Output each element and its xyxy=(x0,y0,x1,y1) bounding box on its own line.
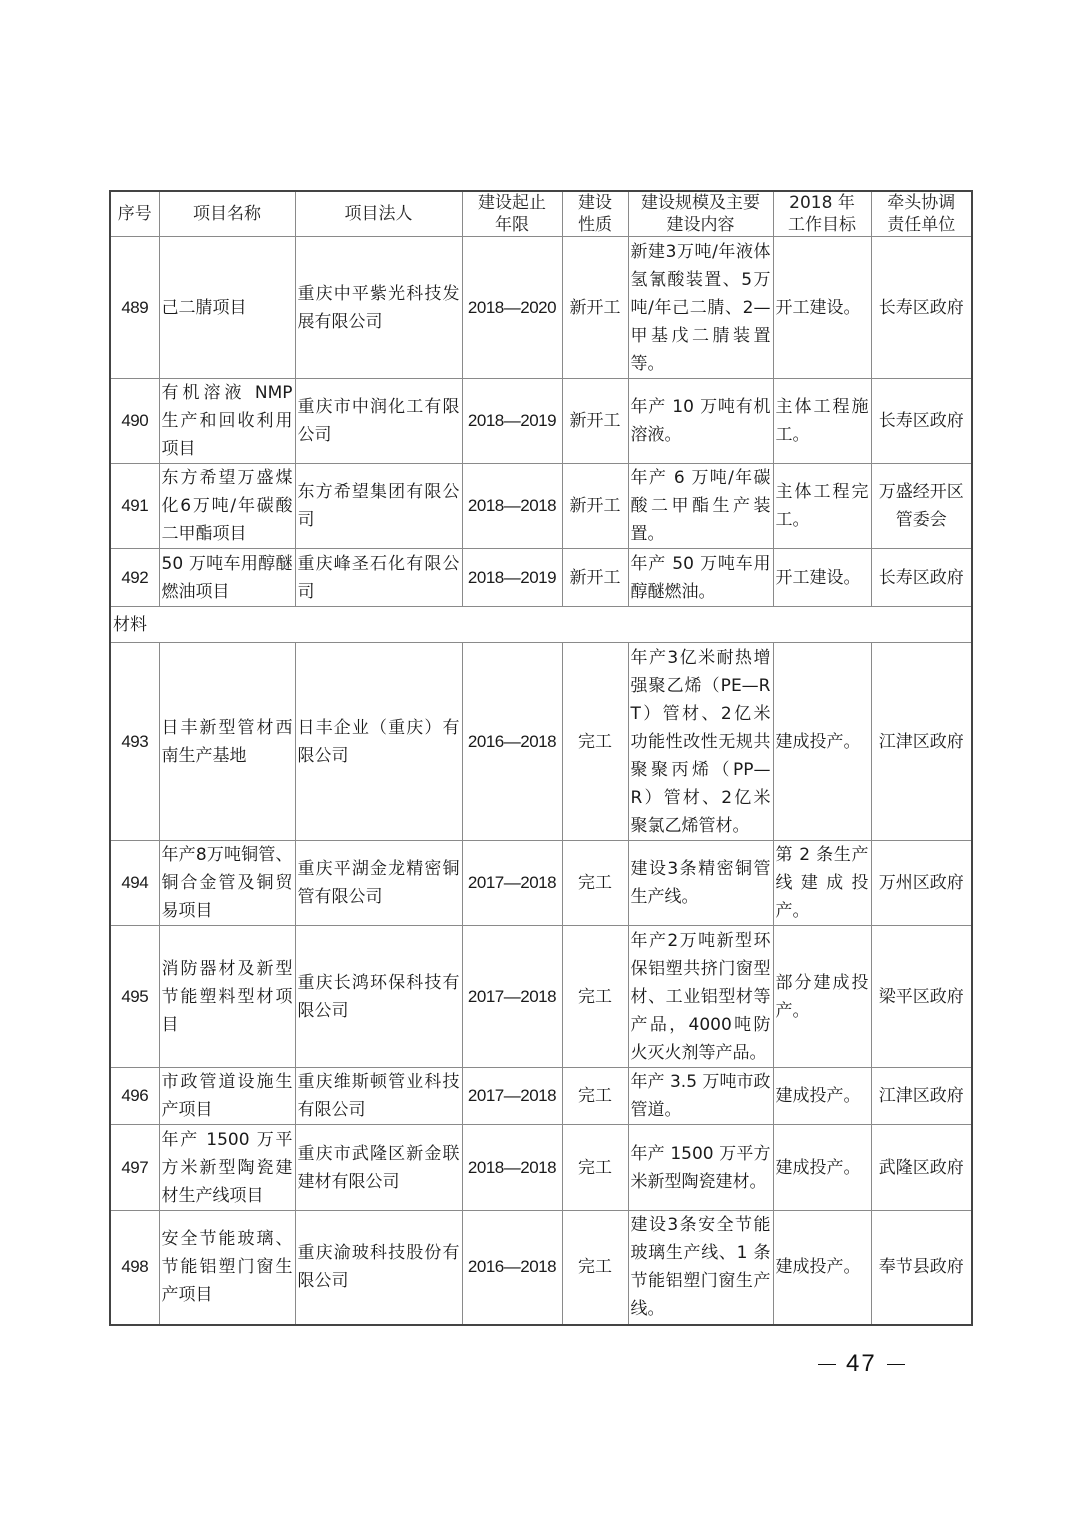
table-row xyxy=(110,1211,972,1325)
cell-name: 己二腈项目 xyxy=(159,237,295,379)
cell-name: 消防器材及新型节能塑料型材项目 xyxy=(159,926,295,1068)
cell-no: 495 xyxy=(110,926,159,1068)
cell-owner: 重庆峰圣石化有限公司 xyxy=(295,549,462,607)
table-header-row xyxy=(110,191,972,237)
cell-owner: 重庆平湖金龙精密铜管有限公司 xyxy=(295,841,462,926)
cell-owner: 日丰企业（重庆）有限公司 xyxy=(295,643,462,841)
cell-owner: 重庆维斯顿管业科技有限公司 xyxy=(295,1068,462,1125)
cell-scale: 年产 1500 万平方米新型陶瓷建材。 xyxy=(628,1125,773,1211)
cell-unit: 长寿区政府 xyxy=(871,237,972,379)
cell-unit: 万盛经开区管委会 xyxy=(871,464,972,549)
cell-name: 东方希望万盛煤化6万吨/年碳酸二甲酯项目 xyxy=(159,464,295,549)
table-row xyxy=(110,549,972,607)
section-row xyxy=(110,607,972,643)
cell-no: 493 xyxy=(110,643,159,841)
cell-no: 490 xyxy=(110,379,159,464)
cell-unit: 万州区政府 xyxy=(871,841,972,926)
header-unit: 牵头协调 责任单位 xyxy=(871,191,972,237)
dash-left xyxy=(818,1364,836,1366)
header-no: 序号 xyxy=(110,191,159,237)
cell-period: 2016—2018 xyxy=(462,643,562,841)
cell-owner: 东方希望集团有限公司 xyxy=(295,464,462,549)
cell-no: 492 xyxy=(110,549,159,607)
table-row xyxy=(110,464,972,549)
cell-goal: 建成投产。 xyxy=(773,1068,871,1125)
cell-scale: 年产3亿米耐热增强聚乙烯（PE—RT）管材、2亿米功能性改性无规共聚聚丙烯（PP—R）管材、2亿米聚氯乙烯管材。 xyxy=(628,643,773,841)
cell-type: 新开工 xyxy=(562,237,628,379)
cell-period: 2018—2020 xyxy=(462,237,562,379)
page-number-text: 47 xyxy=(846,1350,877,1377)
cell-name: 日丰新型管材西南生产基地 xyxy=(159,643,295,841)
cell-scale: 年产 10 万吨有机溶液。 xyxy=(628,379,773,464)
cell-period: 2017—2018 xyxy=(462,1068,562,1125)
header-name: 项目名称 xyxy=(159,191,295,237)
cell-type: 完工 xyxy=(562,1125,628,1211)
cell-type: 完工 xyxy=(562,841,628,926)
header-period: 建设起止 年限 xyxy=(462,191,562,237)
cell-unit: 长寿区政府 xyxy=(871,549,972,607)
cell-type: 完工 xyxy=(562,1068,628,1125)
cell-type: 新开工 xyxy=(562,379,628,464)
cell-owner: 重庆市中润化工有限公司 xyxy=(295,379,462,464)
table-row xyxy=(110,1068,972,1125)
cell-owner: 重庆长鸿环保科技有限公司 xyxy=(295,926,462,1068)
cell-no: 498 xyxy=(110,1211,159,1325)
cell-type: 新开工 xyxy=(562,549,628,607)
cell-type: 完工 xyxy=(562,926,628,1068)
header-scale: 建设规模及主要 建设内容 xyxy=(628,191,773,237)
header-owner: 项目法人 xyxy=(295,191,462,237)
cell-no: 497 xyxy=(110,1125,159,1211)
cell-no: 489 xyxy=(110,237,159,379)
cell-scale: 建设3条安全节能玻璃生产线、1 条节能铝塑门窗生产线。 xyxy=(628,1211,773,1325)
cell-owner: 重庆市武隆区新金联建材有限公司 xyxy=(295,1125,462,1211)
cell-name: 年产8万吨铜管、铜合金管及铜贸易项目 xyxy=(159,841,295,926)
cell-period: 2016—2018 xyxy=(462,1211,562,1325)
dash-right xyxy=(887,1364,905,1366)
cell-goal: 建成投产。 xyxy=(773,1211,871,1325)
cell-goal: 部分建成投产。 xyxy=(773,926,871,1068)
cell-period: 2018—2019 xyxy=(462,549,562,607)
cell-no: 494 xyxy=(110,841,159,926)
cell-unit: 梁平区政府 xyxy=(871,926,972,1068)
cell-unit: 江津区政府 xyxy=(871,1068,972,1125)
cell-goal: 主体工程施工。 xyxy=(773,379,871,464)
cell-unit: 长寿区政府 xyxy=(871,379,972,464)
cell-owner: 重庆渝玻科技股份有限公司 xyxy=(295,1211,462,1325)
table-row xyxy=(110,379,972,464)
table-row xyxy=(110,643,972,841)
cell-period: 2017—2018 xyxy=(462,926,562,1068)
project-table xyxy=(109,190,973,1326)
cell-type: 新开工 xyxy=(562,464,628,549)
table-row xyxy=(110,1125,972,1211)
cell-scale: 年产 3.5 万吨市政管道。 xyxy=(628,1068,773,1125)
cell-unit: 武隆区政府 xyxy=(871,1125,972,1211)
cell-scale: 新建3万吨/年液体氢氰酸装置、5万吨/年己二腈、2—甲基戊二腈装置等。 xyxy=(628,237,773,379)
cell-scale: 年产 6 万吨/年碳酸二甲酯生产装置。 xyxy=(628,464,773,549)
cell-goal: 主体工程完工。 xyxy=(773,464,871,549)
cell-name: 有机溶液 NMP 生产和回收利用项目 xyxy=(159,379,295,464)
cell-no: 496 xyxy=(110,1068,159,1125)
cell-goal: 开工建设。 xyxy=(773,549,871,607)
cell-goal: 建成投产。 xyxy=(773,1125,871,1211)
cell-type: 完工 xyxy=(562,1211,628,1325)
cell-name: 安全节能玻璃、节能铝塑门窗生产项目 xyxy=(159,1211,295,1325)
cell-goal: 第 2 条生产线建成投产。 xyxy=(773,841,871,926)
cell-unit: 奉节县政府 xyxy=(871,1211,972,1325)
cell-no: 491 xyxy=(110,464,159,549)
cell-name: 50 万吨车用醇醚燃油项目 xyxy=(159,549,295,607)
cell-owner: 重庆中平紫光科技发展有限公司 xyxy=(295,237,462,379)
cell-type: 完工 xyxy=(562,643,628,841)
header-goal: 2018 年 工作目标 xyxy=(773,191,871,237)
header-type: 建设 性质 xyxy=(562,191,628,237)
cell-scale: 建设3条精密铜管生产线。 xyxy=(628,841,773,926)
cell-scale: 年产2万吨新型环保铝塑共挤门窗型材、工业铝型材等产品，4000吨防火灭火剂等产品。 xyxy=(628,926,773,1068)
cell-period: 2018—2019 xyxy=(462,379,562,464)
page-number xyxy=(808,1350,915,1378)
cell-scale: 年产 50 万吨车用醇醚燃油。 xyxy=(628,549,773,607)
cell-unit: 江津区政府 xyxy=(871,643,972,841)
table-row xyxy=(110,237,972,379)
section-label: 材料 xyxy=(110,607,972,643)
cell-period: 2018—2018 xyxy=(462,1125,562,1211)
cell-goal: 建成投产。 xyxy=(773,643,871,841)
table-row xyxy=(110,841,972,926)
cell-name: 年产 1500 万平方米新型陶瓷建材生产线项目 xyxy=(159,1125,295,1211)
cell-period: 2017—2018 xyxy=(462,841,562,926)
cell-name: 市政管道设施生产项目 xyxy=(159,1068,295,1125)
cell-goal: 开工建设。 xyxy=(773,237,871,379)
cell-period: 2018—2018 xyxy=(462,464,562,549)
table-row xyxy=(110,926,972,1068)
